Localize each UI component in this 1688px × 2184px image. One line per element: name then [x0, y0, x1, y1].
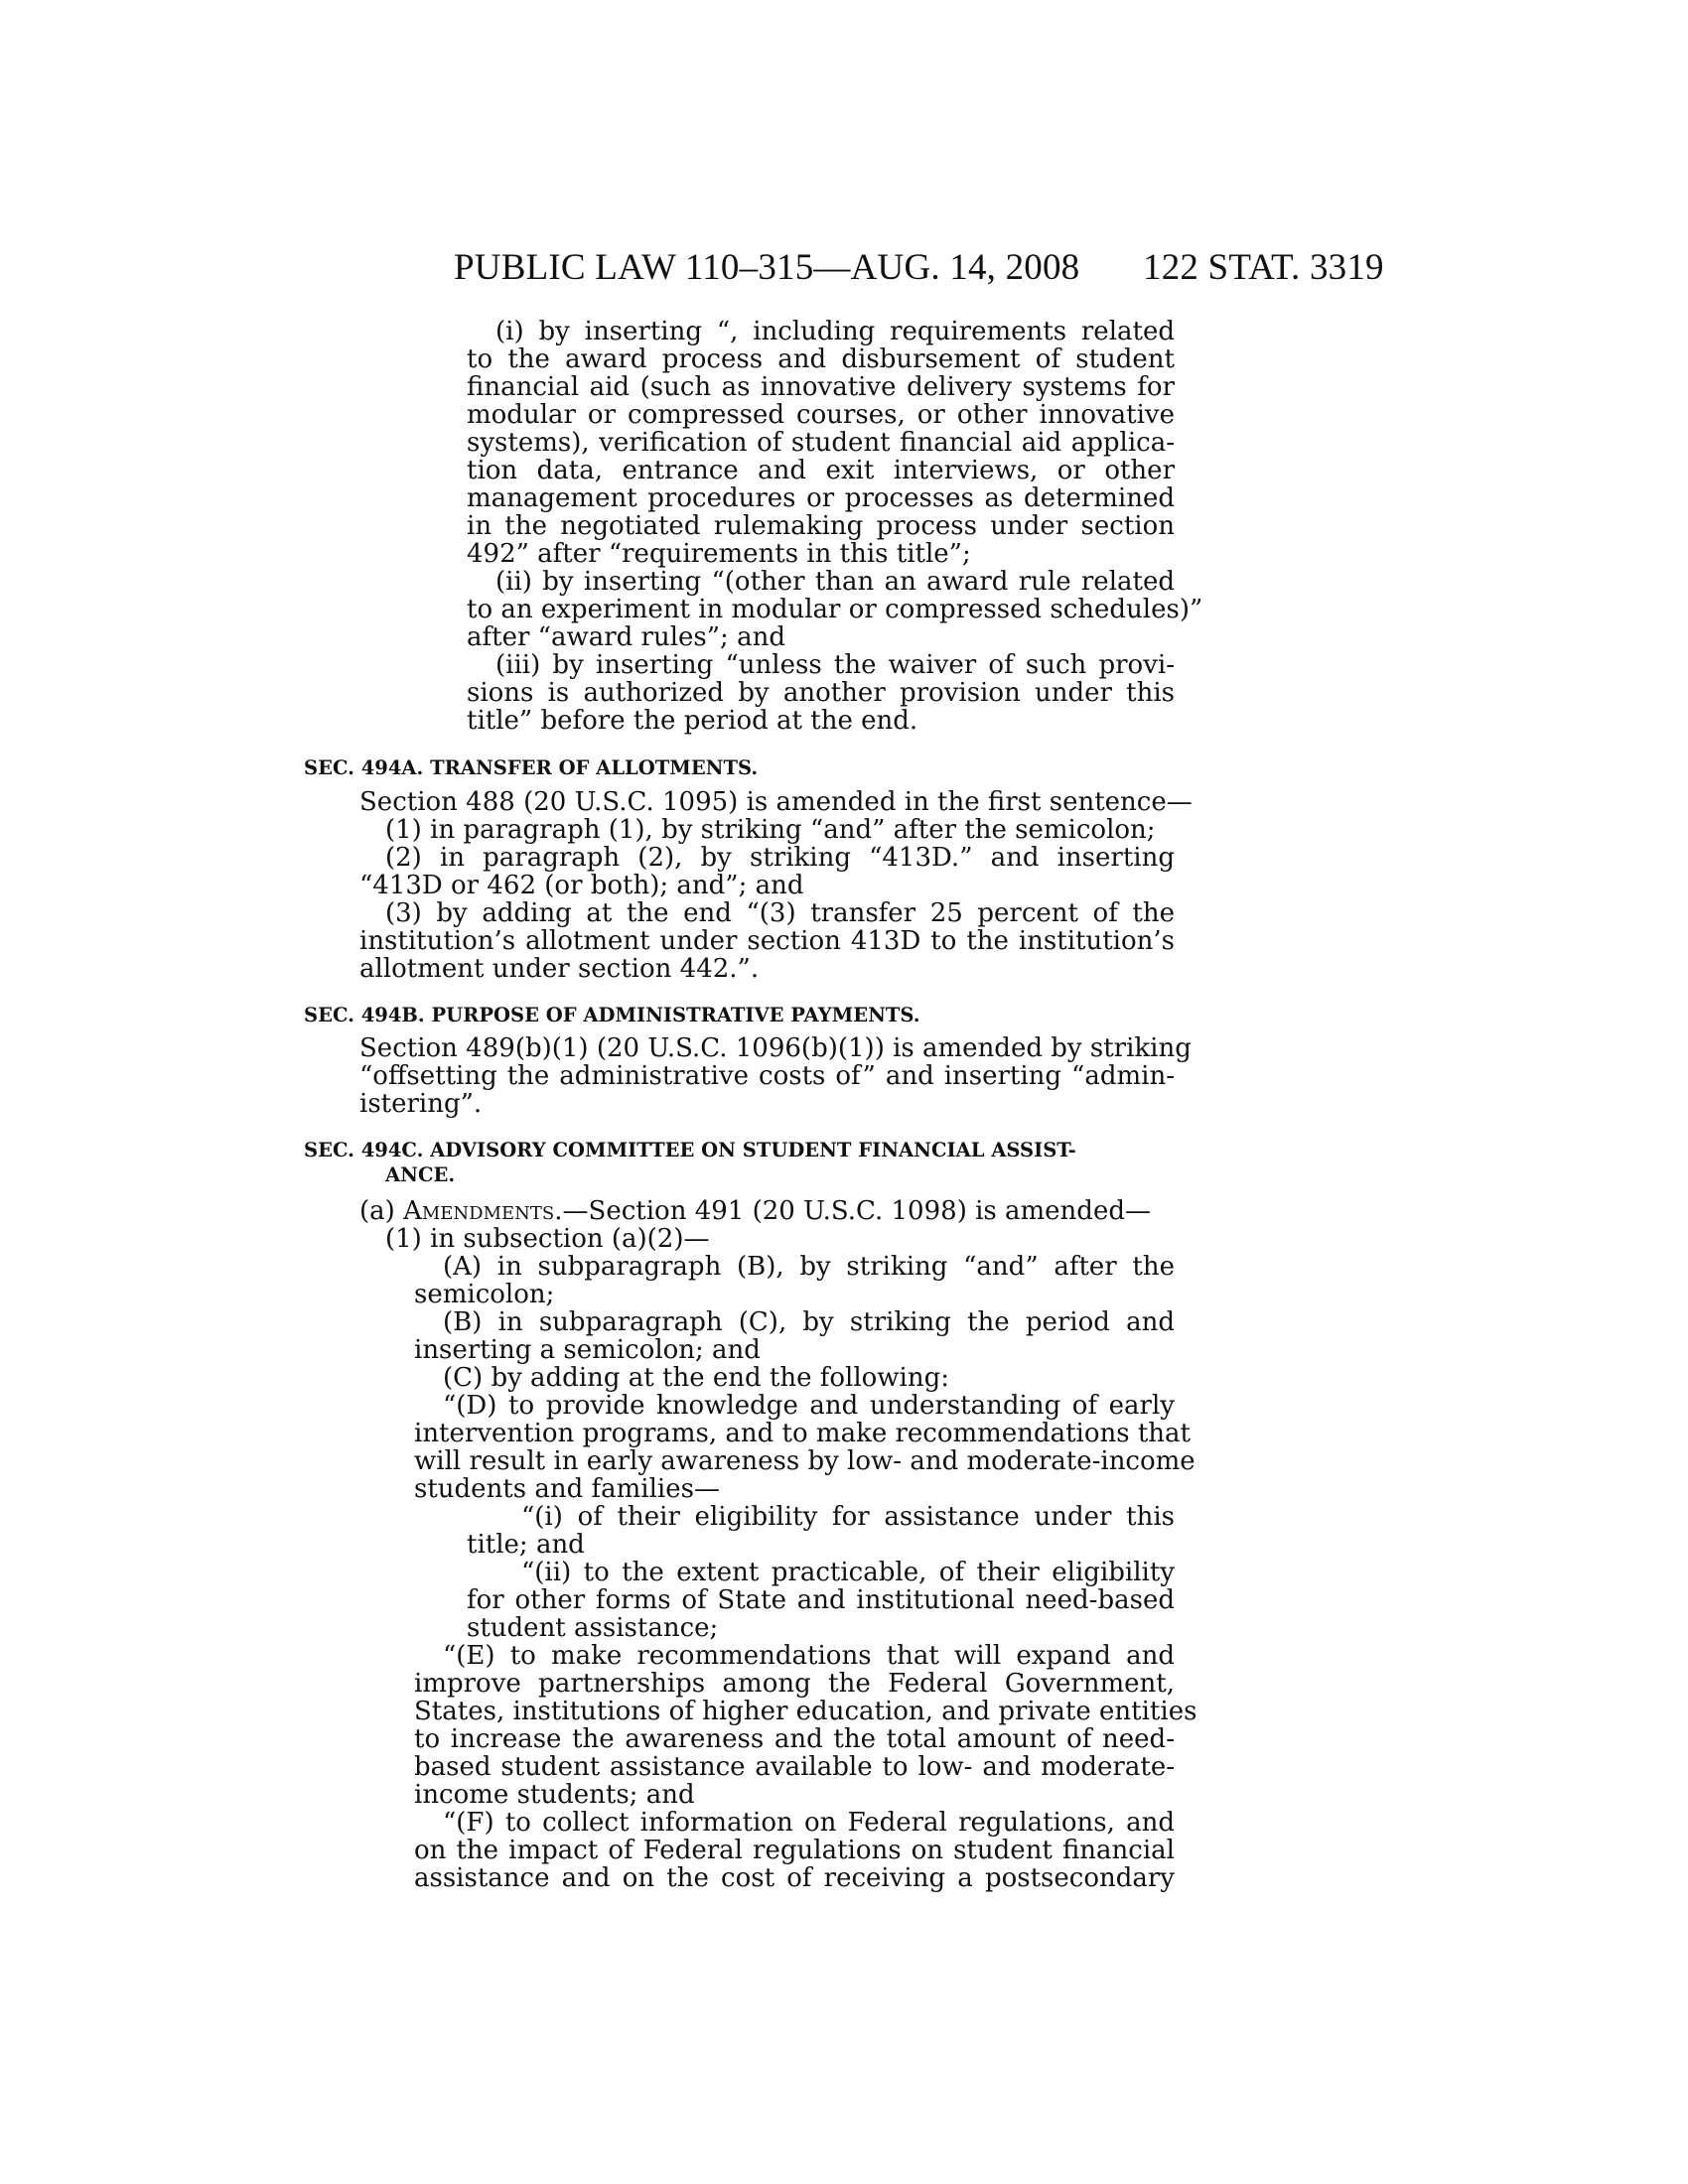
text-line: (C) by adding at the end the following: — [443, 1363, 950, 1393]
text-line: title” before the period at the end. — [467, 706, 918, 736]
subsection-label: (a) — [359, 1196, 404, 1226]
text-line: States, institutions of higher education, and private entities — [414, 1697, 1197, 1726]
text-line: (i) by inserting “, including requirements related — [495, 317, 1175, 346]
text-line: students and families— — [414, 1474, 720, 1504]
text-line: “(D) to provide knowledge and understanding of early — [443, 1391, 1175, 1421]
text-line: based student assistance available to low- and moderate- — [414, 1752, 1175, 1782]
text-line: to the award process and disbursement of student — [467, 344, 1175, 374]
section-heading: SEC. 494C. ADVISORY COMMITTEE ON STUDENT FINANCIAL ASSIST- — [304, 1139, 1076, 1161]
text-line: for other forms of State and institutional need-based — [467, 1585, 1175, 1615]
text-line: intervention programs, and to make recommendations that — [414, 1419, 1192, 1448]
text-line: semicolon; — [414, 1280, 555, 1309]
text-line: systems), verification of student financial aid applica- — [467, 428, 1175, 458]
text-line: “(i) of their eligibility for assistance under this — [521, 1502, 1175, 1532]
text-line: “(F) to collect information on Federal regulations, and — [443, 1808, 1175, 1838]
text-line: (2) in paragraph (2), by striking “413D.” and inserting — [385, 843, 1175, 873]
section-heading-continued: ANCE. — [385, 1163, 456, 1186]
section-heading: SEC. 494A. TRANSFER OF ALLOTMENTS. — [304, 756, 759, 779]
text-line: after “award rules”; and — [467, 622, 785, 652]
text-line: (iii) by inserting “unless the waiver of such provi- — [495, 650, 1175, 680]
text-line: financial aid (such as innovative delivery systems for — [467, 372, 1175, 402]
text-line: assistance and on the cost of receiving a postsecondary — [414, 1863, 1175, 1893]
section-heading: SEC. 494B. PURPOSE OF ADMINISTRATIVE PAYMENTS. — [304, 1004, 920, 1026]
text-line: institution’s allotment under section 413D to the institution’s — [359, 926, 1175, 956]
subsection-text: .—Section 491 (20 U.S.C. 1098) is amended— — [554, 1196, 1151, 1226]
running-header-right: 122 STAT. 3319 — [1143, 247, 1384, 288]
text-line: (ii) by inserting “(other than an award rule related — [495, 567, 1175, 597]
text-line: sions is authorized by another provision under this — [467, 678, 1175, 708]
text-line: “(E) to make recommendations that will expand and — [443, 1641, 1175, 1671]
text-line: “(ii) to the extent practicable, of their eligibility — [521, 1558, 1175, 1587]
text-line: title; and — [467, 1530, 585, 1560]
text-line: Section 488 (20 U.S.C. 1095) is amended in the first sentence— — [359, 787, 1193, 817]
text-line: (B) in subparagraph (C), by striking the period and — [443, 1307, 1175, 1337]
text-line: in the negotiated rulemaking process under section — [467, 511, 1175, 541]
text-line: allotment under section 442.”. — [359, 954, 760, 984]
text-line: management procedures or processes as determined — [467, 483, 1175, 513]
text-line: will result in early awareness by low- and moderate-income — [414, 1446, 1196, 1476]
text-line: “offsetting the administrative costs of” and inserting “admin- — [359, 1061, 1175, 1091]
text-line: improve partnerships among the Federal Government, — [414, 1669, 1175, 1699]
text-line: on the impact of Federal regulations on student financial — [414, 1836, 1175, 1865]
text-line: (1) in subsection (a)(2)— — [385, 1224, 710, 1254]
text-line: to an experiment in modular or compressed schedules)” — [467, 595, 1203, 624]
text-line: student assistance; — [467, 1613, 719, 1643]
text-line: (3) by adding at the end “(3) transfer 25 percent of the — [385, 898, 1175, 928]
text-line: 492” after “requirements in this title”; — [467, 539, 971, 569]
text-line: tion data, entrance and exit interviews, or other — [467, 456, 1175, 485]
text-line: istering”. — [359, 1089, 483, 1119]
text-line: (1) in paragraph (1), by striking “and” after the semicolon; — [385, 815, 1156, 845]
text-line: modular or compressed courses, or other innovative — [467, 400, 1175, 430]
text-line: “413D or 462 (or both); and”; and — [359, 871, 804, 900]
subsection-heading: Amendments — [403, 1196, 555, 1226]
text-line: income students; and — [414, 1780, 695, 1810]
subsection-line — [359, 1197, 1151, 1225]
text-line: to increase the awareness and the total amount of need- — [414, 1724, 1175, 1754]
text-line: Section 489(b)(1) (20 U.S.C. 1096(b)(1)) is amended by striking — [359, 1033, 1192, 1063]
text-line: (A) in subparagraph (B), by striking “and” after the — [443, 1252, 1175, 1282]
running-header-left: PUBLIC LAW 110–315—AUG. 14, 2008 — [454, 247, 1080, 288]
text-line: inserting a semicolon; and — [414, 1335, 761, 1365]
